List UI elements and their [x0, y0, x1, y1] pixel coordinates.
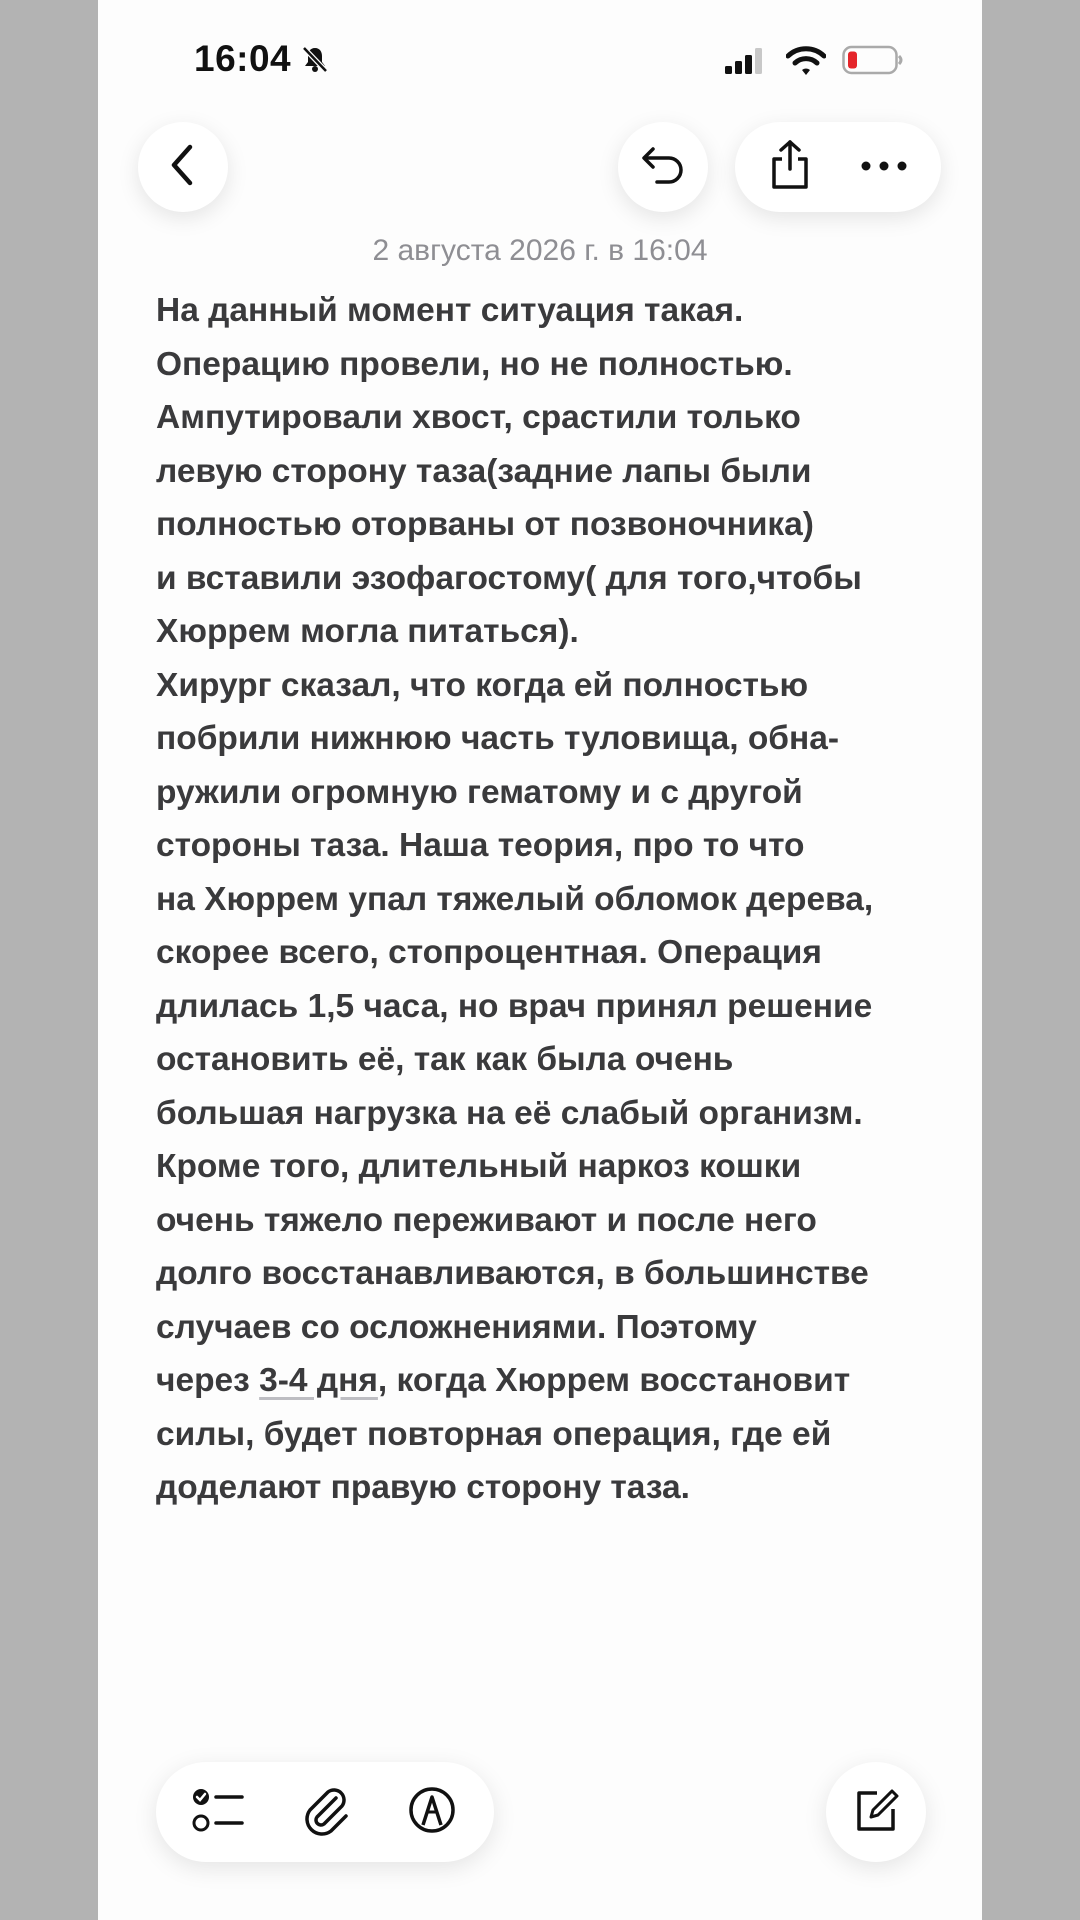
undo-button[interactable]: [618, 122, 708, 212]
wifi-icon: [786, 44, 826, 81]
checklist-icon: [192, 1786, 248, 1839]
attachment-button[interactable]: [276, 1762, 376, 1862]
chevron-left-icon: [163, 143, 203, 192]
share-icon: [768, 139, 812, 196]
note-text-part-2: , когда Хюррем восстановит силы, будет повторная операция, где ей доделают правую сторону таза.: [156, 1362, 851, 1506]
markup-pen-icon: [407, 1785, 457, 1840]
compose-button[interactable]: [826, 1762, 926, 1862]
date-detected-link[interactable]: 3-4 дня: [259, 1362, 378, 1399]
checklist-button[interactable]: [170, 1762, 270, 1862]
actions-group: [735, 122, 941, 212]
note-date: 2 августа 2026 г. в 16:04: [372, 234, 708, 267]
note-body[interactable]: [156, 284, 956, 1515]
markup-button[interactable]: [382, 1762, 482, 1862]
back-button[interactable]: [138, 122, 228, 212]
paperclip-icon: [302, 1784, 350, 1841]
more-button[interactable]: [839, 122, 929, 212]
battery-low-icon: [842, 44, 904, 81]
cellular-signal-icon: [725, 46, 771, 81]
bottom-toolbar: [156, 1762, 494, 1862]
notes-screen: [98, 0, 982, 1920]
more-icon: [861, 158, 907, 176]
status-time: 16:04: [194, 38, 292, 79]
undo-icon: [639, 143, 687, 192]
share-button[interactable]: [745, 122, 835, 212]
compose-icon: [851, 1785, 901, 1840]
bell-slash-icon: [300, 44, 330, 79]
note-text-part-1: На данный момент ситуация такая. Операцию провели, но не полностью. Ампутировали хвост, срастили только левую сторону таза(задние лапы были полностью оторваны от позвоночника) и вставили эзофагостому( для того,чтобы Хюррем могла питаться). Хирург сказал, что когда ей полностью побрили нижнюю часть туловища, обна- ружили огромную гематому и с другой стороны таза. Наша теория, про то что на Хюррем упал тяжелый обломок дерева, скорее всего, стопроцентная. Операция длилась 1,5 часа, но врач принял решение остановить её, так как была очень большая нагрузка на её слабый организм. Кроме того, длительный наркоз кошки очень тяжело переживают и после него долго восстанавливаются, в большинстве случаев со осложнениями. Поэтому через: [156, 292, 874, 1399]
